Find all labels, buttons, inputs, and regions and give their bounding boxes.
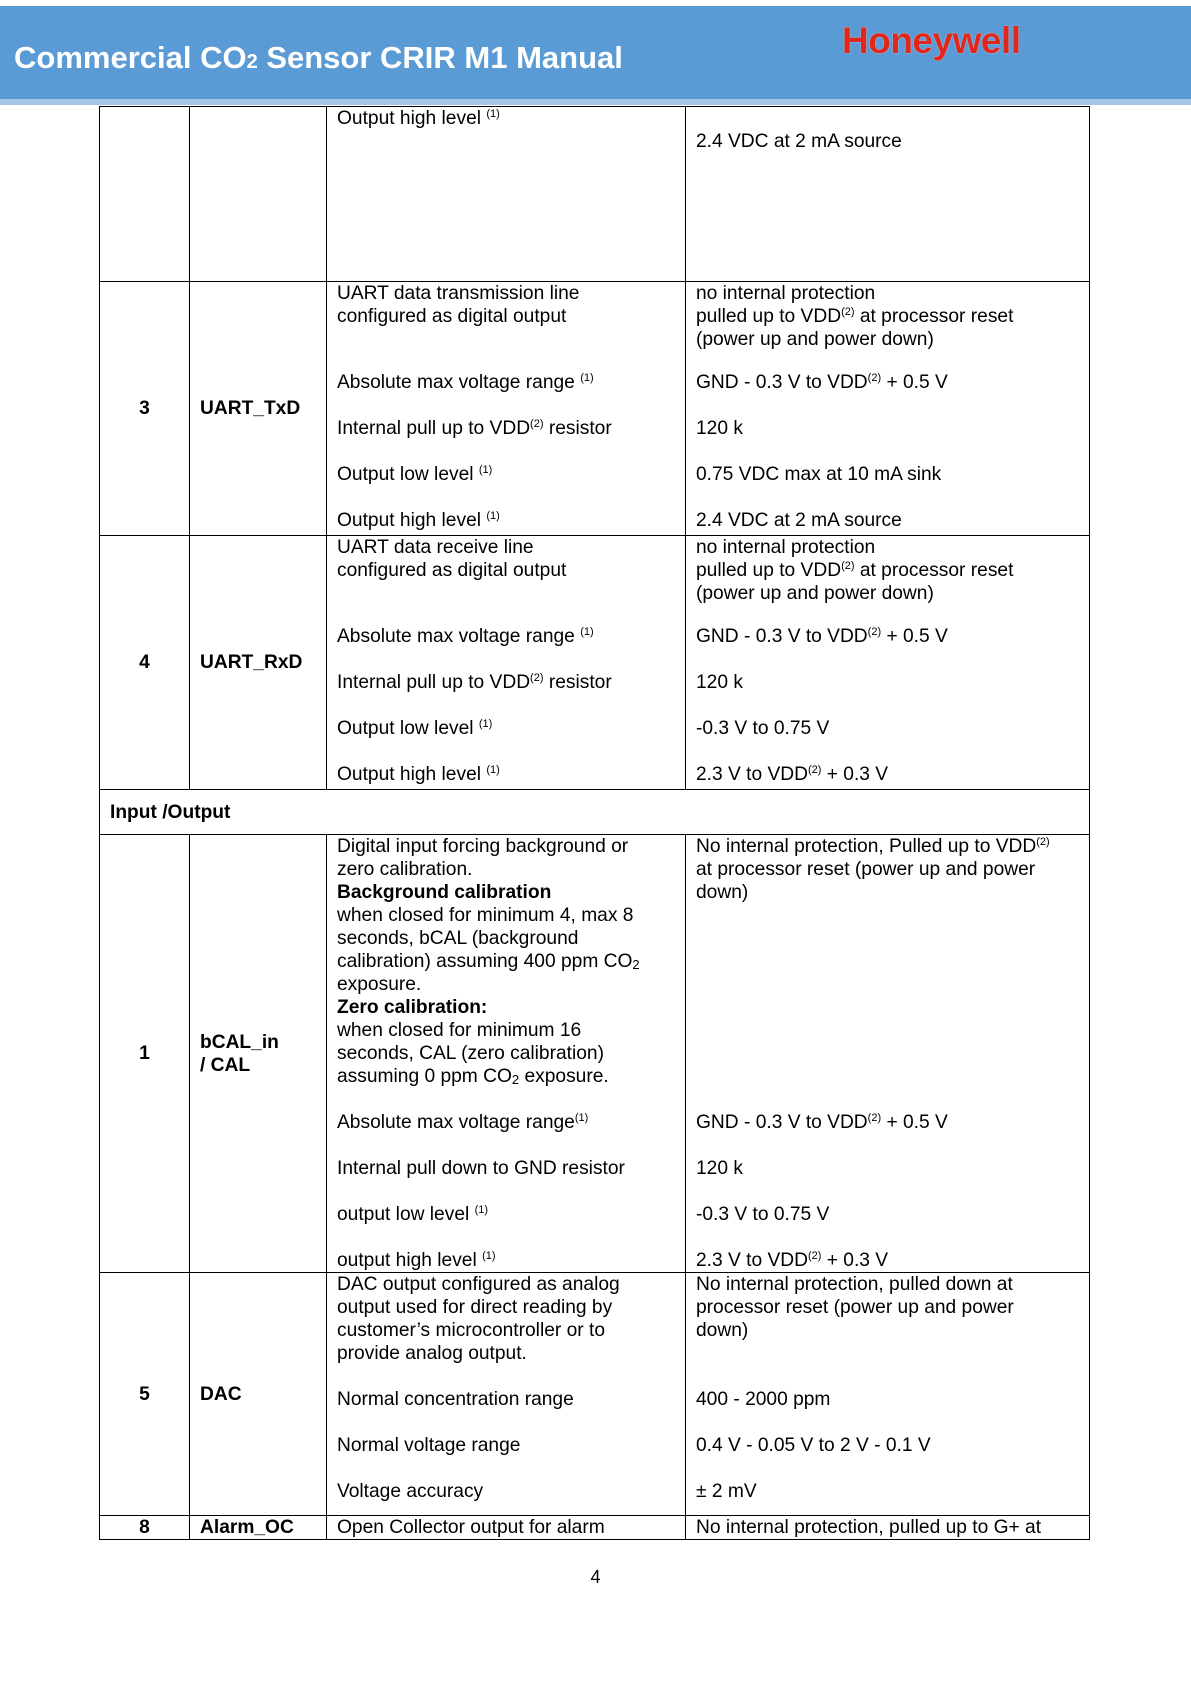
description-cell: UART data transmission line configured as digital output Absolute max voltage range $^{(1)}$ Internal pull up to VDD$^{(2)}$ resistor Output low level $^{(1)}$ Output high level $^{(1)}$ xyxy=(327,282,686,536)
table-row xyxy=(100,1273,1090,1516)
table-row xyxy=(100,536,1090,790)
pin-name-cell: UART_TxD xyxy=(190,282,327,536)
document-title: Commercial CO2 Sensor CRIR M1 Manual xyxy=(14,40,623,75)
table-row xyxy=(100,282,1090,536)
spec-cell: no internal protection pulled up to VDD$^{(2)}$ at processor reset (power up and power down) GND - 0.3 V to $VDD^{(2)} + 0.5$ V 120 k 0.75 VDC max at 10 mA sink 2.4 VDC at 2 mA source xyxy=(686,282,1090,536)
pin-number-cell xyxy=(100,107,190,282)
description-cell: Open Collector output for alarm xyxy=(327,1516,686,1540)
pin-number-cell: 5 xyxy=(100,1273,190,1516)
description-cell: Digital input forcing background or zero calibration. Background calibration when closed for minimum 4, max 8 seconds, bCAL (background calibration) assuming 400 ppm $CO_2$ exposure. Zero calibration: when closed for minimum 16 seconds, CAL (zero calibration) assuming 0 ppm $CO_2$ exposure. Absolute max voltage range$^{(1)}$ Internal pull down to GND resistor output low level $^{(1)}$ output high level $^{(1)}$ xyxy=(327,835,686,1273)
pin-number-cell: 4 xyxy=(100,536,190,790)
spec-cell: no internal protection pulled up to VDD$^{(2)}$ at processor reset (power up and power down) GND - 0.3 V to $VDD^{(2)} + 0.5$ V 120 k -0.3 V to 0.75 V 2.3 V to $VDD^{(2)} + 0.3$ V xyxy=(686,536,1090,790)
table-row xyxy=(100,1516,1090,1540)
pin-number-cell: 1 xyxy=(100,835,190,1273)
section-header-row xyxy=(100,790,1090,835)
description-cell: Output high level $^{(1)}$ xyxy=(327,107,686,282)
pin-name-cell xyxy=(190,107,327,282)
section-title: Input /Output xyxy=(100,790,1090,835)
pin-number-cell: 3 xyxy=(100,282,190,536)
pin-number-cell: 8 xyxy=(100,1516,190,1540)
table-row xyxy=(100,835,1090,1273)
description-cell: UART data receive line configured as digital output Absolute max voltage range $^{(1)}$ Internal pull up to VDD$^{(2)}$ resistor Output low level $^{(1)}$ Output high level $^{(1)}$ xyxy=(327,536,686,790)
pin-spec-table xyxy=(99,106,1090,1540)
pin-name-cell: Alarm_OC xyxy=(190,1516,327,1540)
pin-name-cell: DAC xyxy=(190,1273,327,1516)
pin-name-cell: UART_RxD xyxy=(190,536,327,790)
spec-cell: No internal protection, pulled up to G+ at xyxy=(686,1516,1090,1540)
page-number: 4 xyxy=(590,1567,601,1587)
spec-cell: 2.4 VDC at 2 mA source xyxy=(686,107,1090,282)
description-cell: DAC output configured as analog output used for direct reading by customer’s microcontroller or to provide analog output. Normal concentration range Normal voltage range Voltage accuracy xyxy=(327,1273,686,1516)
table-row xyxy=(100,107,1090,282)
spec-cell: No internal protection, Pulled up to VDD$^{(2)}$ at processor reset (power up and power down) GND - 0.3 V to $VDD^{(2)} + 0.5$ V 120 k -0.3 V to 0.75 V 2.3 V to $VDD^{(2)} + 0.3$ V xyxy=(686,835,1090,1273)
spec-cell: No internal protection, pulled down at processor reset (power up and power down) 400 - 2000 ppm 0.4 V - 0.05 V to 2 V - 0.1 V ± 2 mV xyxy=(686,1273,1090,1516)
header-divider xyxy=(0,99,1191,105)
pin-name-cell: bCAL_in / CAL xyxy=(190,835,327,1273)
honeywell-logo: Honeywell xyxy=(842,20,1021,61)
